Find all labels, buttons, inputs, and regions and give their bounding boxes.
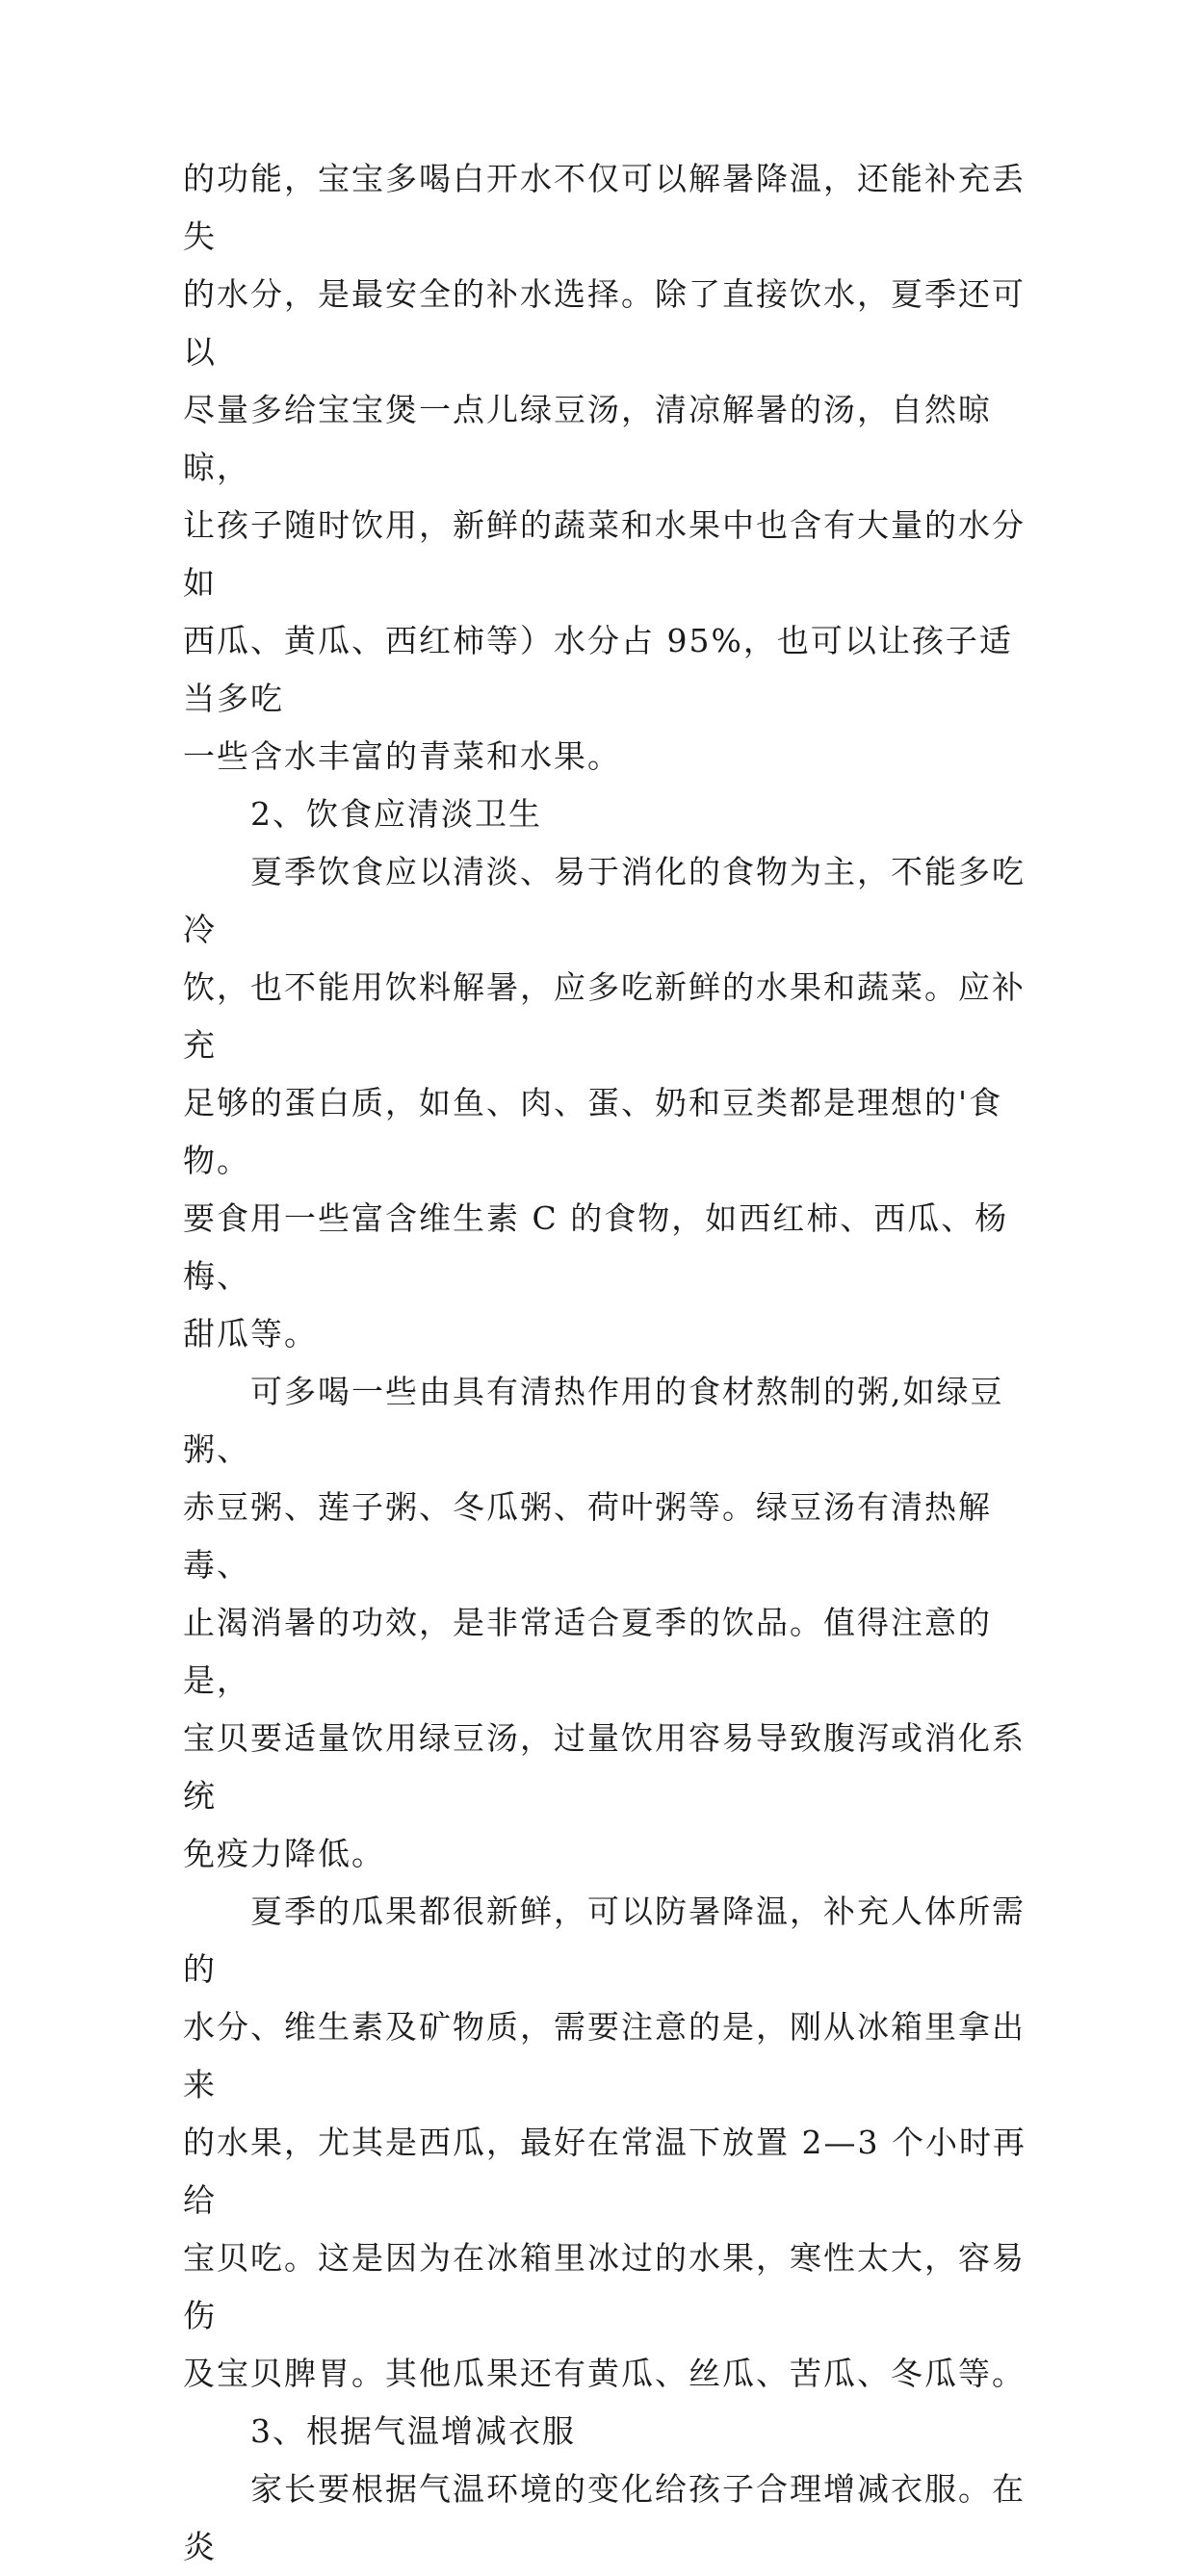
paragraph-light-diet: 夏季饮食应以清淡、易于消化的食物为主，不能多吃冷 饮，也不能用饮料解暑，应多吃新鲜的水果和蔬菜。应补充 足够的蛋白质，如鱼、肉、蛋、奶和豆类都是理想的'食物。 要食用一些富含维生素 C 的食物，如西红柿、西瓜、杨梅、 甜瓜等。 xyxy=(183,853,1026,1352)
paragraph-porridge: 可多喝一些由具有清热作用的食材熬制的粥,如绿豆粥、 赤豆粥、莲子粥、冬瓜粥、荷叶粥等。绿豆汤有清热解毒、 止渴消暑的功效，是非常适合夏季的饮品。值得注意的是， 宝贝要适量饮用绿豆汤，过量饮用容易导致腹泻或消化系统 免疫力降低。 xyxy=(183,1373,1026,1872)
paragraph-clothing: 家长要根据气温环境的变化给孩子合理增减衣服。在炎 xyxy=(183,2470,1026,2565)
heading-diet-hygiene: 2、饮食应清淡卫生 xyxy=(183,795,542,833)
document-body xyxy=(183,150,1030,2576)
paragraph-fruits: 夏季的瓜果都很新鲜，可以防暑降温，补充人体所需的 水分、维生素及矿物质，需要注意的是，刚从冰箱里拿出来 的水果，尤其是西瓜，最好在常温下放置 2—3 个小时再给 宝贝吃。这是因为在冰箱里冰过的水果，寒性太大，容易伤 及宝贝脾胃。其他瓜果还有黄瓜、丝瓜、苦瓜、冬瓜等。 xyxy=(183,1893,1026,2392)
heading-clothing: 3、根据气温增减衣服 xyxy=(183,2412,576,2450)
paragraph-water-intake: 的功能，宝宝多喝白开水不仅可以解暑降温，还能补充丢失 的水分，是最安全的补水选择。除了直接饮水，夏季还可以 尽量多给宝宝煲一点儿绿豆汤，清凉解暑的汤，自然晾晾， 让孩子随时饮用，新鲜的蔬菜和水果中也含有大量的水分如 西瓜、黄瓜、西红柿等）水分占 95%，也可以让孩子适当多吃 一些含水丰富的青菜和水果。 xyxy=(183,160,1026,775)
